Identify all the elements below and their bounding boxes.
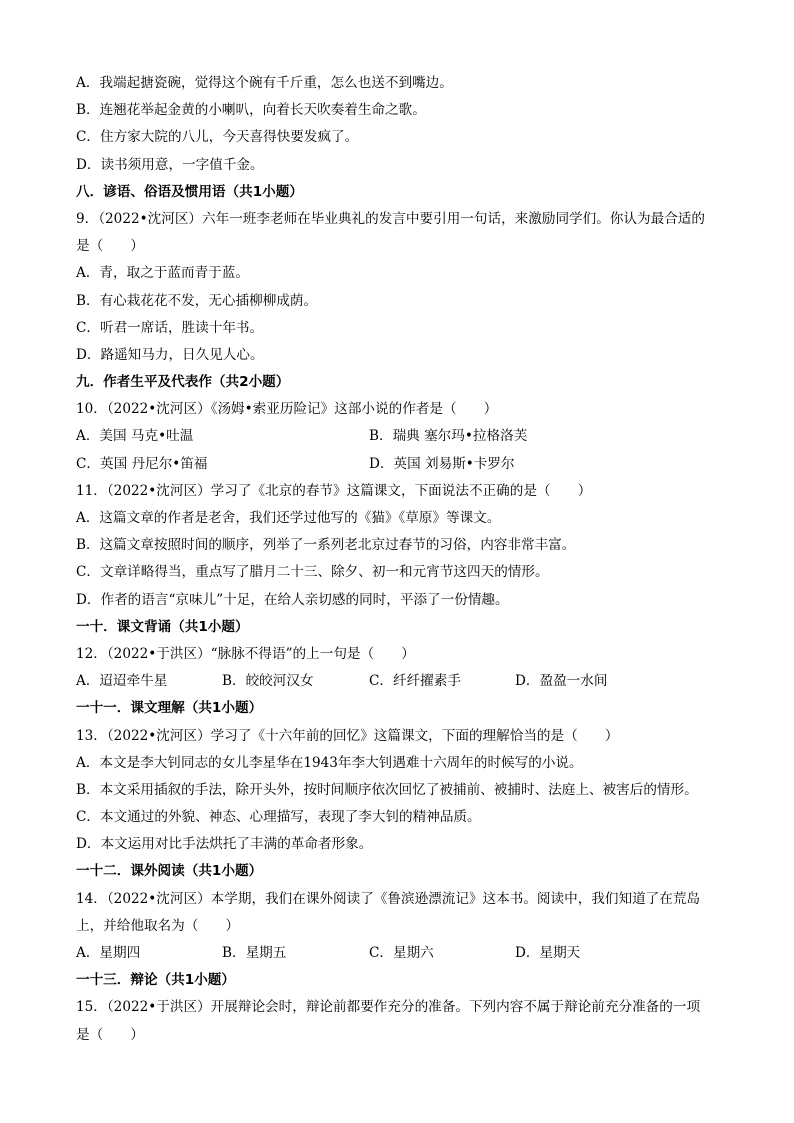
q12-option-d: D．盈盈一水间 [515, 673, 608, 690]
q13-stem: 13．（2022•沈河区）学习了《十六年前的回忆》这篇课文，下面的理解恰当的是（ ） [76, 727, 619, 744]
q12-option-b: B．皎皎河汉女 [222, 673, 314, 690]
q9-option-c: C．听君一席话，胜读十年书。 [76, 319, 264, 336]
q10-option-c: C．英国 丹尼尔•笛福 [76, 455, 208, 472]
q9-option-b: B．有心栽花花不发，无心插柳柳成荫。 [76, 292, 318, 309]
q12-option-a: A．迢迢牵牛星 [76, 673, 168, 690]
q8-option-d: D．读书须用意，一字值千金。 [76, 156, 264, 173]
q10-options-row2 [76, 451, 726, 478]
q10-options-row1 [76, 423, 726, 450]
q14-stem-line1: 14．（2022•沈河区）本学期，我们在课外阅读了《鲁滨逊漂流记》这本书。阅读中，我们知道了在荒岛 [76, 890, 701, 907]
q10-stem: 10．（2022•沈河区）《汤姆•索亚历险记》这部小说的作者是（ ） [76, 401, 498, 418]
q12-options-row [76, 668, 726, 695]
q13-option-b: B．本文采用插叙的手法，除开头外，按时间顺序依次回忆了被捕前、被捕时、法庭上、被害后的情形。 [76, 781, 698, 798]
q10-option-a: A．美国 马克•吐温 [76, 428, 194, 445]
q14-option-b: B．星期五 [222, 945, 287, 961]
q11-option-a: A．这篇文章的作者是老舍，我们还学过他写的《猫》《草原》等课文。 [76, 510, 501, 526]
q14-stem-line2: 上，并给他取名为（ ） [76, 917, 240, 934]
q9-stem-line1: 9．（2022•沈河区）六年一班李老师在毕业典礼的发言中要引用一句话，来激励同学们。你认为最合适的 [76, 210, 705, 227]
section-8-heading: 八．谚语、俗语及惯用语（共1小题） [76, 183, 303, 200]
q12-stem: 12．（2022•于洪区）“脉脉不得语”的上一句是（ ） [76, 645, 415, 662]
q10-option-b: B．瑞典 塞尔玛•拉格洛芙 [369, 428, 528, 445]
q14-option-c: C．星期六 [369, 945, 434, 961]
q9-option-a: A．青，取之于蓝而青于蓝。 [76, 265, 249, 282]
q14-option-a: A．星期四 [76, 945, 141, 961]
q11-option-d: D．作者的语言“京味儿”十足，在给人亲切感的同时，平添了一份情趣。 [76, 591, 509, 608]
q11-option-c: C．文章详略得当，重点写了腊月二十三、除夕、初一和元宵节这四天的情形。 [76, 564, 549, 581]
q8-option-b: B．连翘花举起金黄的小喇叭，向着长天吹奏着生命之歌。 [76, 102, 426, 119]
q12-option-c: C．纤纤擢素手 [369, 673, 461, 690]
q11-option-b: B．这篇文章按照时间的顺序，列举了一系列老北京过春节的习俗，内容非常丰富。 [76, 537, 576, 554]
q13-option-c: C．本文通过的外貌、神态、心理描写，表现了李大钊的精神品质。 [76, 809, 481, 826]
q8-option-c: C．住方家大院的八儿，今天喜得快要发疯了。 [76, 129, 359, 146]
section-12-heading: 一十二．课外阅读（共1小题） [76, 863, 263, 880]
q13-option-a: A．本文是李大钊同志的女儿李星华在1943年李大钊遇难十六周年的时候写的小说。 [76, 754, 583, 771]
section-9-heading: 九．作者生平及代表作（共2小题） [76, 374, 290, 391]
q14-options-row [76, 940, 726, 967]
section-10-heading: 一十．课文背诵（共1小题） [76, 618, 249, 635]
section-11-heading: 一十一．课文理解（共1小题） [76, 700, 263, 717]
q10-option-d: D．英国 刘易斯•卡罗尔 [369, 455, 515, 472]
q15-stem-line1: 15．（2022•于洪区）开展辩论会时，辩论前都要作充分的准备。下列内容不属于辩论前充分准备的一项 [76, 999, 701, 1016]
q15-stem-line2: 是（ ） [76, 1026, 144, 1043]
q11-stem: 11．（2022•沈河区）学习了《北京的春节》这篇课文，下面说法不正确的是（ ） [76, 482, 592, 499]
q13-option-d: D．本文运用对比手法烘托了丰满的革命者形象。 [76, 836, 373, 853]
exam-page [76, 70, 726, 1049]
q9-stem-line2: 是（ ） [76, 238, 144, 255]
q8-option-a: A．我端起搪瓷碗，觉得这个碗有千斤重，怎么也送不到嘴边。 [76, 75, 453, 91]
q9-option-d: D．路遥知马力，日久见人心。 [76, 346, 264, 363]
q14-option-d: D．星期天 [515, 945, 581, 961]
section-13-heading: 一十三．辩论（共1小题） [76, 972, 235, 989]
